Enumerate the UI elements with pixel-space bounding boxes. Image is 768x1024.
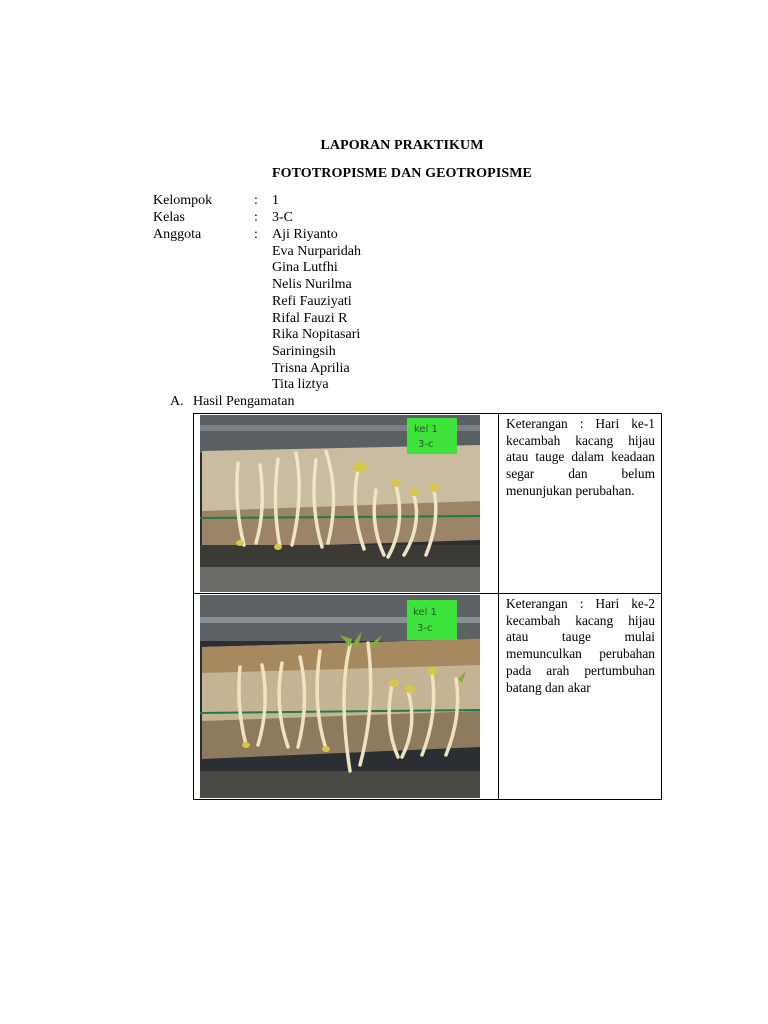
photo-cell [194, 594, 499, 800]
member-name: Refi Fauziyati [272, 293, 352, 309]
photo-tag-line2: 3-c [418, 439, 434, 450]
member-list [272, 227, 361, 394]
observation-note: Keterangan : Hari ke-1 kecambah kacang hijau atau tauge dalam keadaan segar dan belum menunjukan perubahan. [499, 414, 662, 594]
member-name: Aji Riyanto [272, 227, 338, 242]
observation-note: Keterangan : Hari ke-2 kecambah kacang hijau atau tauge mulai memunculkan perubahan pada arah pertumbuhan batang dan akar [499, 594, 662, 800]
member-name: Nelis Nurilma [272, 277, 352, 293]
kelas-value: 3-C [272, 210, 293, 225]
anggota-colon: : [254, 227, 258, 242]
member-name: Tita liztya [272, 377, 329, 393]
anggota-label: Anggota [153, 227, 202, 242]
photo-cell [194, 414, 499, 594]
section-number: A. [170, 394, 184, 409]
sprout-photo-day-2 [200, 595, 480, 798]
photo-tag-line2: 3-c [417, 623, 433, 634]
photo-tag-line1: kel 1 [413, 607, 437, 618]
observation-table [193, 413, 662, 800]
report-subtitle: FOTOTROPISME DAN GEOTROPISME [271, 166, 532, 181]
sprout-photo-day-1 [200, 415, 480, 592]
member-name: Trisna Aprilia [272, 360, 350, 376]
section-title: Hasil Pengamatan [193, 394, 295, 409]
member-name: Rifal Fauzi R [272, 310, 348, 326]
report-title: LAPORAN PRAKTIKUM [320, 138, 484, 153]
kelas-label: Kelas [153, 210, 185, 225]
kelompok-value: 1 [272, 193, 279, 208]
member-name: Sariningsih [272, 343, 336, 359]
kelompok-colon: : [254, 193, 258, 208]
kelas-colon: : [254, 210, 258, 225]
observation-row [194, 594, 662, 800]
photo-tag-line1: kel 1 [414, 424, 438, 435]
observation-row [194, 414, 662, 594]
member-name: Gina Lutfhi [272, 260, 338, 276]
member-name: Rika Nopitasari [272, 327, 361, 343]
kelompok-label: Kelompok [153, 193, 213, 208]
member-name: Eva Nurparidah [272, 243, 362, 259]
